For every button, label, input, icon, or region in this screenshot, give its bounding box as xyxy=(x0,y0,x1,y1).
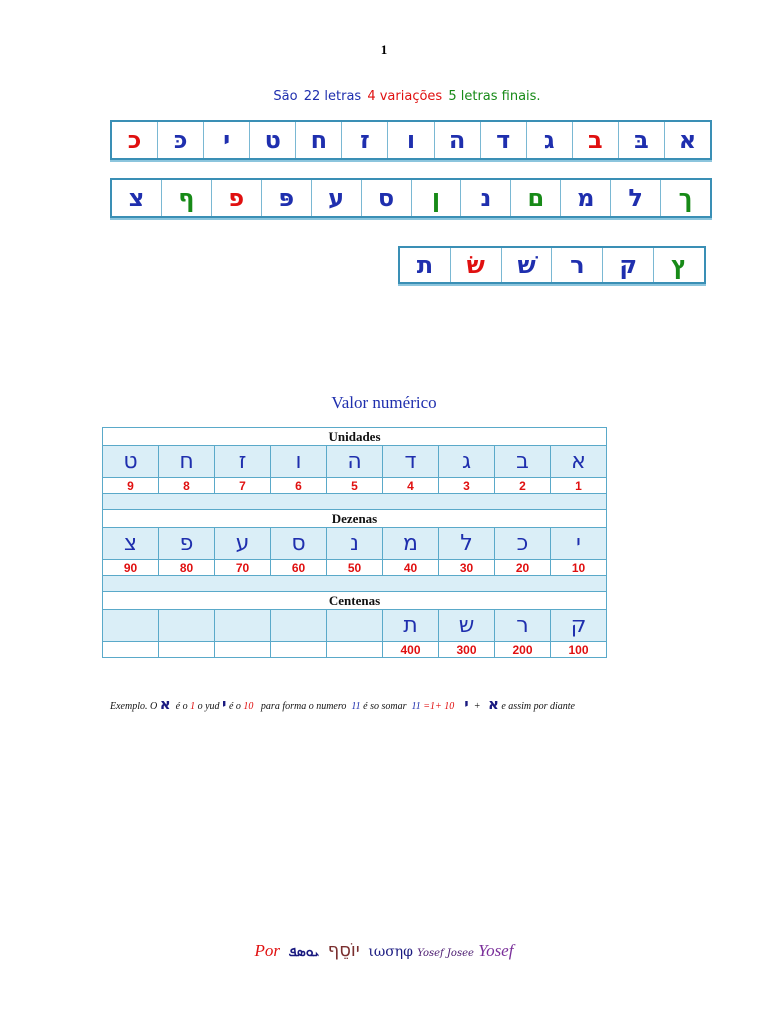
letter-cell: ב xyxy=(495,446,551,478)
value-cell: 8 xyxy=(159,478,215,494)
example-operator: + xyxy=(435,701,442,712)
subtitle-count: 22 letras xyxy=(303,89,362,104)
value-cell: 1 xyxy=(551,478,607,494)
subtitle-variations: 4 variações xyxy=(367,89,443,104)
example-plus: + xyxy=(473,701,481,712)
letter-cell xyxy=(159,610,215,642)
page-number: 1 xyxy=(380,42,388,57)
letter-cell: ש xyxy=(439,610,495,642)
value-cell: 30 xyxy=(439,560,495,576)
example-hebrew-aleph: א xyxy=(159,695,171,713)
hebrew-letter-cell: פ xyxy=(212,180,262,216)
hebrew-letter-cell: שׁ xyxy=(502,248,553,282)
hebrew-letter-cell: ד xyxy=(481,122,527,158)
letter-cell: ג xyxy=(439,446,495,478)
value-cell: 10 xyxy=(551,560,607,576)
example-part: o yud xyxy=(197,701,220,712)
hebrew-letter-cell: ה xyxy=(435,122,481,158)
letter-cell: י xyxy=(551,528,607,560)
letter-cell: ע xyxy=(215,528,271,560)
hebrew-letter-cell: ב xyxy=(573,122,619,158)
value-cell: 60 xyxy=(271,560,327,576)
footer-signature xyxy=(0,940,768,961)
value-cell: 400 xyxy=(383,642,439,658)
hebrew-letter-cell: ן xyxy=(412,180,462,216)
letter-cell xyxy=(215,610,271,642)
example-part: para forma o numero xyxy=(260,701,347,712)
example-equals: = xyxy=(423,701,431,712)
hebrew-letter-cell: ץ xyxy=(671,251,687,279)
hebrew-letter-cell: ע xyxy=(312,180,362,216)
hebrew-letter-cell: ם xyxy=(511,180,561,216)
hebrew-letter-cell: ח xyxy=(296,122,342,158)
footer-hebrew-name: יוֹסֵף xyxy=(327,940,360,961)
value-cell xyxy=(103,642,159,658)
value-cell: 100 xyxy=(551,642,607,658)
subtitle-finals: 5 letras finais. xyxy=(448,89,541,104)
value-cell: 7 xyxy=(215,478,271,494)
hebrew-letter-cell: ט xyxy=(250,122,296,158)
example-hebrew-yud: י xyxy=(222,695,227,713)
hebrew-letter-cell: נ xyxy=(461,180,511,216)
hebrew-letter-cell: א xyxy=(678,126,697,154)
letter-cell: ה xyxy=(327,446,383,478)
hebrew-letter-cell: ל xyxy=(611,180,661,216)
letter-cell: פ xyxy=(159,528,215,560)
letter-cell: כ xyxy=(495,528,551,560)
letter-cell xyxy=(271,610,327,642)
example-part: é so somar xyxy=(363,701,407,712)
value-cell xyxy=(271,642,327,658)
hebrew-letter-cell: כּ xyxy=(158,122,204,158)
value-cell: 90 xyxy=(103,560,159,576)
hebrew-letter-cell: שׂ xyxy=(451,248,502,282)
section-separator xyxy=(103,494,607,510)
hebrew-letter-cell: ף xyxy=(162,180,212,216)
hebrew-letter-cell: ת xyxy=(400,248,451,282)
example-hebrew-aleph: א xyxy=(487,695,499,713)
example-part: é o xyxy=(175,701,188,712)
letter-cell: ח xyxy=(159,446,215,478)
subtitle xyxy=(0,89,768,104)
value-cell xyxy=(215,642,271,658)
hebrew-letter-cell: ו xyxy=(388,122,434,158)
section-separator xyxy=(103,576,607,592)
letter-cell: ק xyxy=(551,610,607,642)
letter-cell: מ xyxy=(383,528,439,560)
letter-cell: ר xyxy=(495,610,551,642)
value-cell xyxy=(159,642,215,658)
footer-greek-name: ιωσηφ xyxy=(368,944,413,960)
alphabet-row-1 xyxy=(110,120,712,160)
letter-cell: ל xyxy=(439,528,495,560)
value-cell: 4 xyxy=(383,478,439,494)
example-number: 10 xyxy=(444,701,455,712)
alphabet-row-3 xyxy=(398,246,706,284)
footer-yosef: Yosef xyxy=(478,941,514,960)
value-cell: 70 xyxy=(215,560,271,576)
example-number: 11 xyxy=(351,701,361,712)
alphabet-row-2 xyxy=(110,178,712,218)
value-cell: 200 xyxy=(495,642,551,658)
value-cell: 5 xyxy=(327,478,383,494)
letter-cell: צ xyxy=(103,528,159,560)
hebrew-letter-cell: י xyxy=(204,122,250,158)
letter-cell: ס xyxy=(271,528,327,560)
numeric-value-table xyxy=(102,427,607,658)
value-cell: 80 xyxy=(159,560,215,576)
letter-cell: ת xyxy=(383,610,439,642)
example-part: é o xyxy=(228,701,241,712)
hebrew-letter-cell: פּ xyxy=(262,180,312,216)
example-hebrew-yud: י xyxy=(464,695,469,713)
value-cell: 40 xyxy=(383,560,439,576)
example-number: 1 xyxy=(430,701,436,712)
value-cell: 9 xyxy=(103,478,159,494)
hebrew-letter-cell: ר xyxy=(552,248,603,282)
value-cell: 20 xyxy=(495,560,551,576)
letter-cell xyxy=(103,610,159,642)
section-heading: Unidades xyxy=(103,428,607,446)
footer-por: Por xyxy=(254,941,281,960)
letter-cell: א xyxy=(551,446,607,478)
hebrew-letter-cell: בּ xyxy=(619,122,665,158)
hebrew-letter-cell: כ xyxy=(112,122,158,158)
letter-cell xyxy=(327,610,383,642)
example-part: e assim por diante xyxy=(501,701,575,712)
value-cell xyxy=(327,642,383,658)
hebrew-letter-cell: ז xyxy=(342,122,388,158)
letter-cell: ד xyxy=(383,446,439,478)
example-number: 11 xyxy=(411,701,421,712)
value-cell: 3 xyxy=(439,478,495,494)
letter-cell: נ xyxy=(327,528,383,560)
example-number: 10 xyxy=(243,701,254,712)
letter-cell: ז xyxy=(215,446,271,478)
hebrew-letter-cell: צ xyxy=(112,180,162,216)
section-heading: Dezenas xyxy=(103,510,607,528)
example-text xyxy=(110,693,670,718)
hebrew-letter-cell: ג xyxy=(527,122,573,158)
footer-cursive-name: Yosef Josee xyxy=(417,948,474,959)
value-cell: 50 xyxy=(327,560,383,576)
subtitle-text: São xyxy=(273,89,298,104)
example-part: Exemplo. O xyxy=(110,701,158,712)
value-cell: 6 xyxy=(271,478,327,494)
value-cell: 2 xyxy=(495,478,551,494)
letter-cell: ו xyxy=(271,446,327,478)
valor-title: Valor numérico xyxy=(331,393,437,412)
value-cell: 300 xyxy=(439,642,495,658)
letter-cell: ט xyxy=(103,446,159,478)
hebrew-letter-cell: ך xyxy=(678,184,693,212)
hebrew-letter-cell: מ xyxy=(561,180,611,216)
footer-syriac-name: ܝܘܣܦ xyxy=(288,944,320,960)
hebrew-letter-cell: ס xyxy=(362,180,412,216)
example-number: 1 xyxy=(190,701,196,712)
section-heading: Centenas xyxy=(103,592,607,610)
hebrew-letter-cell: ק xyxy=(603,248,654,282)
